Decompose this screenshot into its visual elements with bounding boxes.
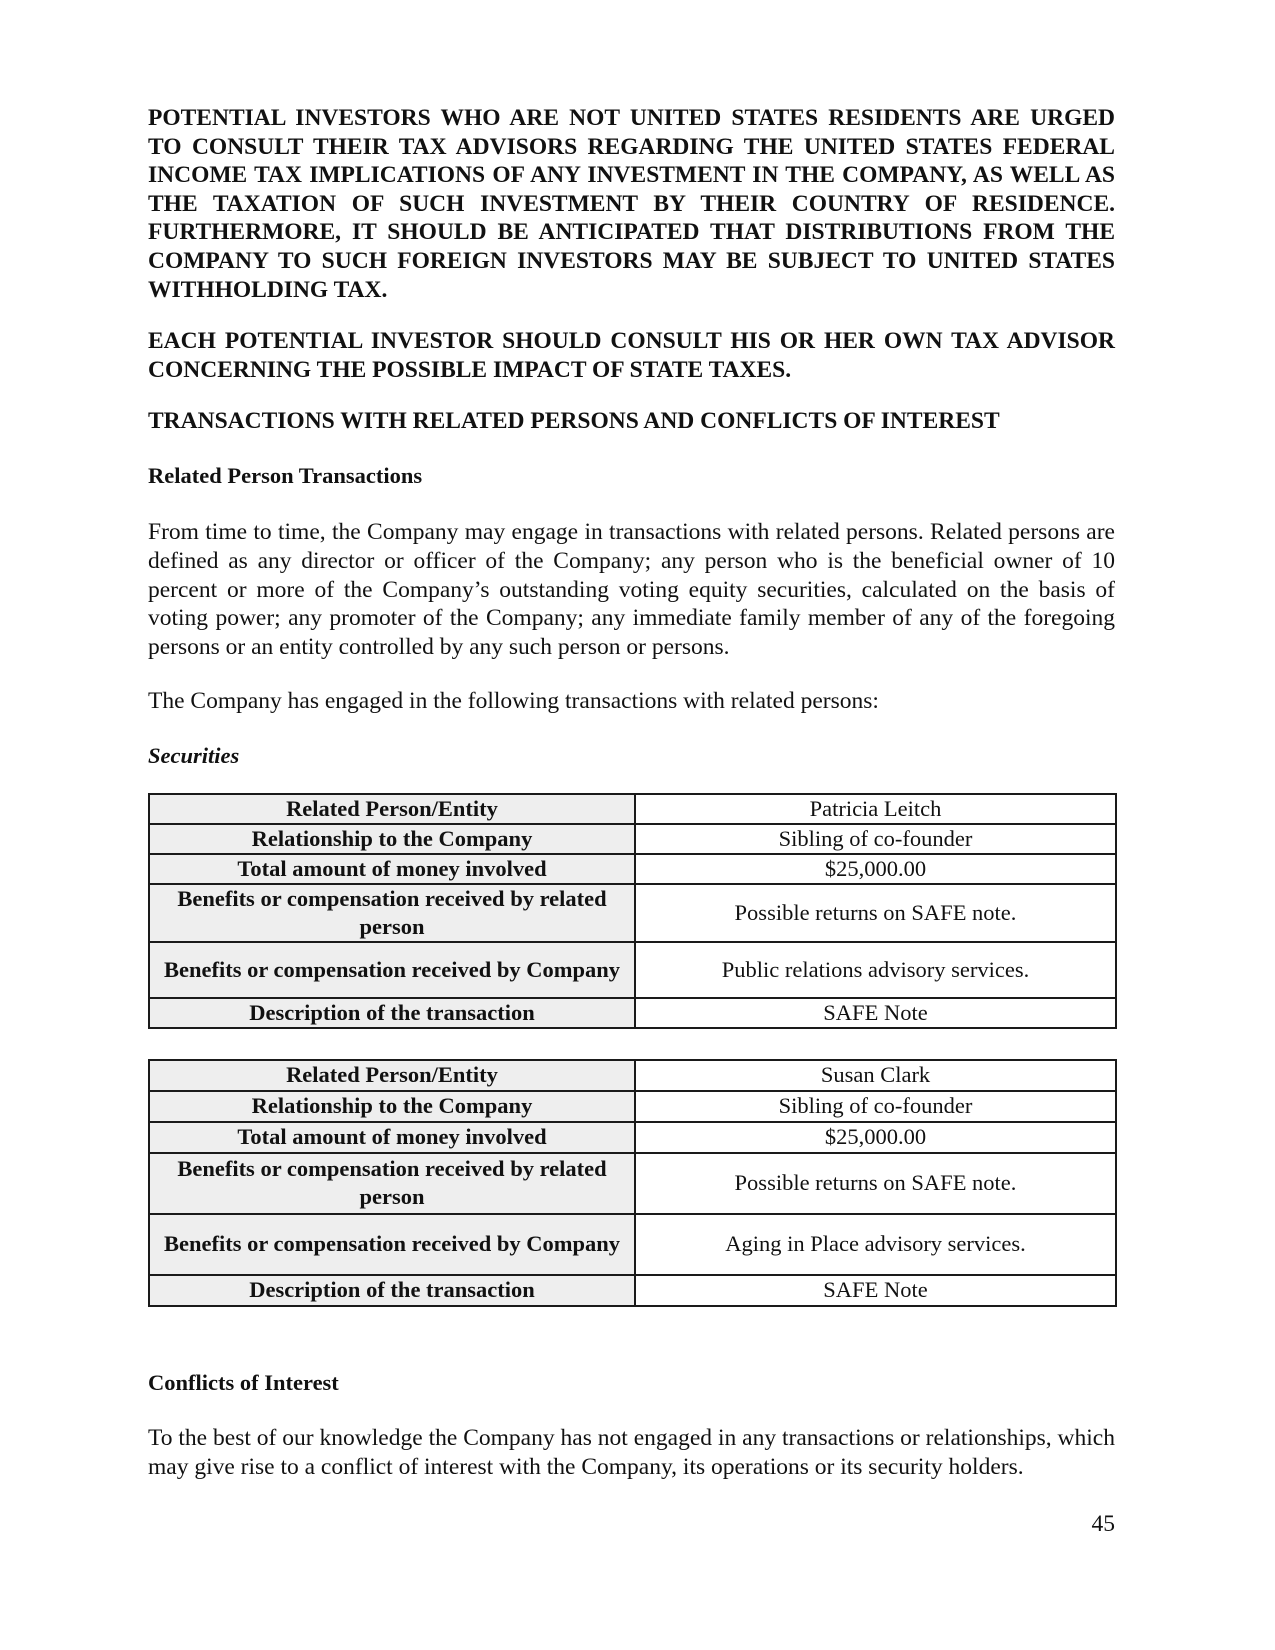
description-label: Description of the transaction [149,998,635,1028]
related-transactions-heading: Related Person Transactions [148,463,423,489]
benefits-person-value: Possible returns on SAFE note. [635,884,1116,942]
amount-value: $25,000.00 [635,1122,1116,1153]
entity-value: Susan Clark [635,1060,1116,1091]
page-number: 45 [1091,1511,1115,1537]
section-heading: TRANSACTIONS WITH RELATED PERSONS AND CONFLICTS OF INTEREST [148,408,1000,435]
table-row [149,1091,1116,1122]
amount-value: $25,000.00 [635,854,1116,884]
entity-label: Related Person/Entity [149,794,635,824]
transaction-table [148,793,1117,1029]
relationship-value: Sibling of co-founder [635,824,1116,854]
entity-label: Related Person/Entity [149,1060,635,1091]
benefits-company-value: Public relations advisory services. [635,942,1116,998]
transaction-table [148,1059,1117,1307]
engaged-intro-paragraph: The Company has engaged in the following transactions with related persons: [148,688,879,715]
table-row [149,1153,1116,1214]
relationship-label: Relationship to the Company [149,1091,635,1122]
state-taxes-paragraph: EACH POTENTIAL INVESTOR SHOULD CONSULT HIS OR HER OWN TAX ADVISOR CONCERNING THE POSSIBLE IMPACT OF STATE TAXES. [148,328,1115,383]
benefits-person-value: Possible returns on SAFE note. [635,1153,1116,1214]
table-row [149,794,1116,824]
amount-label: Total amount of money involved [149,854,635,884]
amount-label: Total amount of money involved [149,1122,635,1153]
table-row [149,854,1116,884]
description-label: Description of the transaction [149,1275,635,1306]
table-row [149,824,1116,854]
conflicts-heading: Conflicts of Interest [148,1369,339,1395]
table-row [149,1214,1116,1275]
benefits-company-label: Benefits or compensation received by Company [149,942,635,998]
foreign-investors-paragraph: POTENTIAL INVESTORS WHO ARE NOT UNITED STATES RESIDENTS ARE URGED TO CONSULT THEIR TAX ADVISORS REGARDING THE UNITED STATES FEDERAL INCOME TAX IMPLICATIONS OF ANY INVESTMENT IN THE COMPANY, AS WELL AS THE TAXATION OF SUCH INVESTMENT BY THEIR COUNTRY OF RESIDENCE. FURTHERMORE, IT SHOULD BE ANTICIPATED THAT DISTRIBUTIONS FROM THE COMPANY TO SUCH FOREIGN INVESTORS MAY BE SUBJECT TO UNITED STATES WITHHOLDING TAX. [148,105,1115,303]
document-page [148,104,1115,1481]
table-row [149,942,1116,998]
table-row [149,998,1116,1028]
table-row [149,1060,1116,1091]
description-value: SAFE Note [635,998,1116,1028]
relationship-value: Sibling of co-founder [635,1091,1116,1122]
table-row [149,1275,1116,1306]
benefits-person-label: Benefits or compensation received by related person [149,1153,635,1214]
table-row [149,1122,1116,1153]
entity-value: Patricia Leitch [635,794,1116,824]
benefits-company-value: Aging in Place advisory services. [635,1214,1116,1275]
benefits-company-label: Benefits or compensation received by Company [149,1214,635,1275]
description-value: SAFE Note [635,1275,1116,1306]
benefits-person-label: Benefits or compensation received by related person [149,884,635,942]
securities-heading: Securities [148,742,240,768]
table-row [149,884,1116,942]
conflicts-paragraph: To the best of our knowledge the Company has not engaged in any transactions or relationships, which may give rise to a conflict of interest with the Company, its operations or its security holders. [148,1424,1115,1480]
relationship-label: Relationship to the Company [149,824,635,854]
related-definition-paragraph: From time to time, the Company may engage in transactions with related persons. Related persons are defined as any director or officer of the Company; any person who is the beneficial owner of 10 percent or more of the Company’s outstanding voting equity securities, calculated on the basis of voting power; any promoter of the Company; any immediate family member of any of the foregoing persons or an entity controlled by any such person or persons. [148,519,1115,660]
